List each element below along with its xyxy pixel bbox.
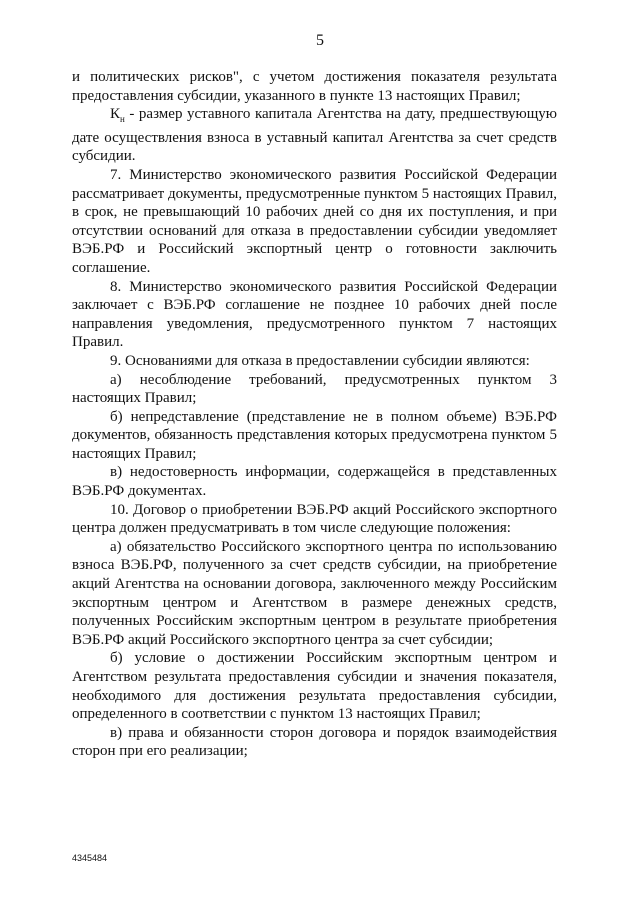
kn-definition-text: - размер уставного капитала Агентства на дату, предшествующую дате осуществления взноса в уставный капитал Агентства за счет средств субсидии.: [72, 106, 557, 165]
kn-subscript: н: [120, 114, 125, 125]
paragraph-kn-definition: [72, 105, 557, 166]
page-number: 5: [316, 32, 324, 49]
paragraph-10a: а) обязательство Российского экспортного центра по использованию взноса ВЭБ.РФ, полученного за счет средств субсидии, на приобретение акций Агентства на основании договора, заключенного между Российским экспортным центром и Агентством в размере денежных средств, полученных Российским экспортным центром в результате приобретения ВЭБ.РФ акций Российского экспортного центра за счет субсидии;: [72, 538, 557, 648]
paragraph-7: 7. Министерство экономического развития Российской Федерации рассматривает документы, предусмотренные пунктом 5 настоящих Правил, в срок, не превышающий 10 рабочих дней со дня их поступления, и при отсутствии оснований для отказа в предоставлении субсидии уведомляет ВЭБ.РФ и Российский экспортный центр о готовности заключить соглашение.: [72, 166, 557, 276]
paragraph-9b: б) непредставление (представление не в полном объеме) ВЭБ.РФ документов, обязанность представления которых предусмотрена пунктом 5 настоящих Правил;: [72, 408, 557, 462]
document-code: 4345484: [72, 853, 108, 863]
paragraph-9a: а) несоблюдение требований, предусмотренных пунктом 3 настоящих Правил;: [72, 371, 557, 407]
document-body: [72, 68, 557, 761]
paragraph-9: 9. Основаниями для отказа в предоставлении субсидии являются:: [110, 352, 530, 369]
paragraph-10b: б) условие о достижении Российским экспортным центром и Агентством результата предоставления субсидии и значения показателя, необходимого для достижения результата предоставления субсидии, определенного в соответствии с пунктом 13 настоящих Правил;: [72, 650, 557, 723]
kn-symbol: К: [110, 106, 121, 123]
paragraph-10c: в) права и обязанности сторон договора и порядок взаимодействия сторон при его реализации;: [72, 724, 557, 760]
paragraph-continuation: и политических рисков", с учетом достижения показателя результата предоставления субсидии, указанного в пункте 13 настоящих Правил;: [72, 69, 557, 104]
paragraph-8: 8. Министерство экономического развития Российской Федерации заключает с ВЭБ.РФ соглашение не позднее 10 рабочих дней после направления уведомления, предусмотренного пунктом 7 настоящих Правил.: [72, 278, 557, 351]
paragraph-10: 10. Договор о приобретении ВЭБ.РФ акций Российского экспортного центра должен предусматривать в том числе следующие положения:: [72, 501, 557, 537]
paragraph-9c: в) недостоверность информации, содержащейся в представленных ВЭБ.РФ документах.: [72, 464, 557, 500]
